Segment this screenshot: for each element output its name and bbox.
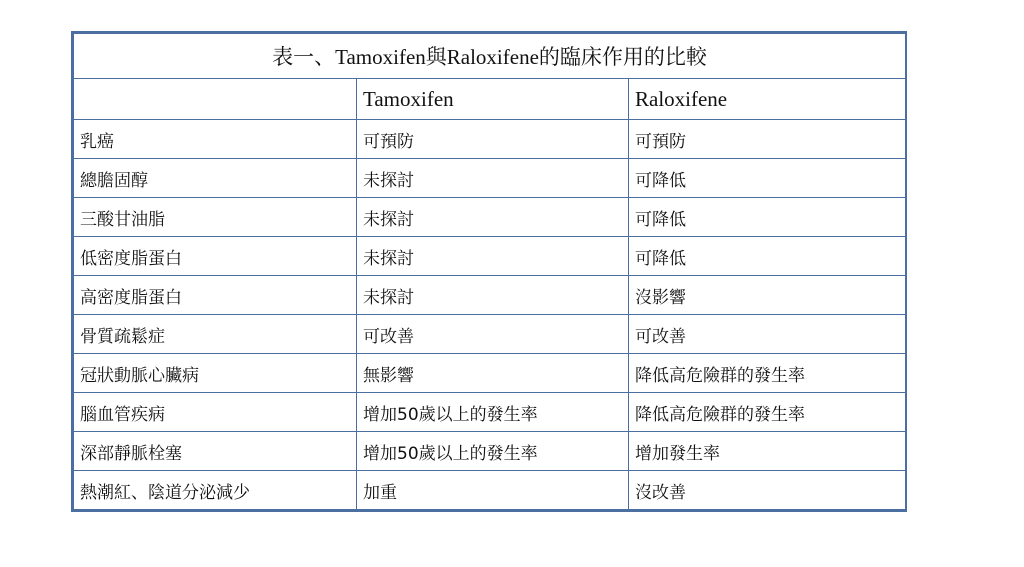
- header-cell-tamoxifen: Tamoxifen: [357, 79, 629, 120]
- table-row: [74, 237, 906, 276]
- tamoxifen-cell: 增加50歲以上的發生率: [357, 432, 629, 471]
- tamoxifen-cell: 未探討: [357, 198, 629, 237]
- tamoxifen-cell: 無影響: [357, 354, 629, 393]
- row-label-cell: 乳癌: [74, 120, 357, 159]
- row-label-cell: 骨質疏鬆症: [74, 315, 357, 354]
- tamoxifen-cell: 未探討: [357, 237, 629, 276]
- header-cell-item: [74, 79, 357, 120]
- table-row: [74, 354, 906, 393]
- row-label-cell: 冠狀動脈心臟病: [74, 354, 357, 393]
- raloxifene-cell: 可預防: [629, 120, 906, 159]
- tamoxifen-cell: 可改善: [357, 315, 629, 354]
- row-label-cell: 熱潮紅、陰道分泌減少: [74, 471, 357, 510]
- row-label-cell: 三酸甘油脂: [74, 198, 357, 237]
- table-header-row: [74, 79, 906, 120]
- row-label-cell: 腦血管疾病: [74, 393, 357, 432]
- tamoxifen-cell: 可預防: [357, 120, 629, 159]
- tamoxifen-cell: 加重: [357, 471, 629, 510]
- raloxifene-cell: 可降低: [629, 198, 906, 237]
- table-row: [74, 432, 906, 471]
- raloxifene-cell: 降低高危險群的發生率: [629, 354, 906, 393]
- raloxifene-cell: 可改善: [629, 315, 906, 354]
- raloxifene-cell: 可降低: [629, 159, 906, 198]
- tamoxifen-cell: 增加50歲以上的發生率: [357, 393, 629, 432]
- raloxifene-cell: 增加發生率: [629, 432, 906, 471]
- raloxifene-cell: 降低高危險群的發生率: [629, 393, 906, 432]
- table-row: [74, 315, 906, 354]
- table-row: [74, 120, 906, 159]
- table-title: 表一、Tamoxifen與Raloxifene的臨床作用的比較: [74, 34, 906, 79]
- row-label-cell: 高密度脂蛋白: [74, 276, 357, 315]
- row-label-cell: 深部靜脈栓塞: [74, 432, 357, 471]
- table-row: [74, 393, 906, 432]
- table-row: [74, 276, 906, 315]
- row-label-cell: 總膽固醇: [74, 159, 357, 198]
- table-row: [74, 159, 906, 198]
- table-title-row: [74, 34, 906, 79]
- row-label-cell: 低密度脂蛋白: [74, 237, 357, 276]
- table-row: [74, 471, 906, 510]
- raloxifene-cell: 沒影響: [629, 276, 906, 315]
- raloxifene-cell: 沒改善: [629, 471, 906, 510]
- comparison-table: [73, 33, 906, 510]
- tamoxifen-cell: 未探討: [357, 159, 629, 198]
- tamoxifen-cell: 未探討: [357, 276, 629, 315]
- comparison-table-container: [71, 31, 907, 512]
- header-cell-raloxifene: Raloxifene: [629, 79, 906, 120]
- table-row: [74, 198, 906, 237]
- raloxifene-cell: 可降低: [629, 237, 906, 276]
